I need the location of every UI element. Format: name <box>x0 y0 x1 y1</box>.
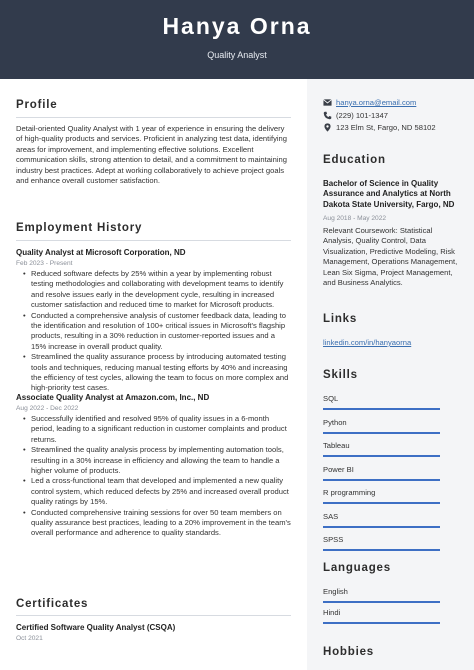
skill-level-bar <box>323 455 440 457</box>
divider <box>16 117 291 118</box>
skill-level-fill <box>323 455 440 457</box>
skill-level-bar <box>323 502 440 504</box>
resume-header <box>0 0 474 79</box>
skill-name: Power BI <box>323 464 354 474</box>
language-level-bar <box>323 622 440 624</box>
links-heading: Links <box>323 313 358 325</box>
language-name: English <box>323 587 348 596</box>
skill-level-fill <box>323 549 440 551</box>
list-item: • Led a cross-functional team that developed and implemented a new quality control system, which reduced defects by 25% and increased overall product quality ratings by 15%. <box>16 476 291 507</box>
skill-name: Python <box>323 417 347 427</box>
list-item: • Streamlined the quality analysis process by implementing automation tools, resulting in a 30% increase in efficiency and allowing the team to handle a higher volume of products. <box>16 445 291 476</box>
candidate-name: Hanya Orna <box>162 13 312 39</box>
skills-heading: Skills <box>323 369 358 381</box>
language-level-fill <box>323 601 440 603</box>
skill-level-bar <box>323 432 440 434</box>
contact-address <box>323 123 436 132</box>
skill-level-bar <box>323 408 440 410</box>
linkedin-link[interactable]: linkedin.com/in/hanyaorna <box>323 338 412 347</box>
candidate-title: Quality Analyst <box>207 50 267 60</box>
skill-name: SPSS <box>323 535 344 544</box>
language-level-fill <box>323 622 440 624</box>
list-item: • Successfully identified and resolved 95% of quality issues in a 6-month period, leading to a significant reduction in customer complaints and product returns. <box>16 414 291 445</box>
email-link[interactable]: hanya.orna@email.com <box>336 98 417 107</box>
list-item: • Conducted comprehensive training sessions for over 50 team members on quality assurance best practices, leading to a 20% improvement in the team's overall performance and adherence to quality standards. <box>16 508 291 539</box>
skill-level-fill <box>323 408 440 410</box>
language-name: Hindi <box>323 608 341 617</box>
certificate-date: Oct 2021 <box>16 635 43 642</box>
divider <box>16 240 291 241</box>
contact-phone <box>323 111 388 120</box>
skill-level-fill <box>323 502 440 504</box>
degree: Bachelor of Science in Quality Assurance and Analytics at North Dakota State University, Fargo, ND <box>323 179 455 209</box>
education-heading: Education <box>323 154 386 166</box>
skill-name: SAS <box>323 511 339 521</box>
divider <box>16 615 291 616</box>
list-item: • Streamlined the quality assurance process by introducing automated testing tools and techniques, reducing manual testing efforts by 40% and increasing the efficiency of test cycles, allowing the team to focus on more complex and high-priority test cases. <box>16 352 291 394</box>
envelope-icon <box>323 98 332 107</box>
profile-heading: Profile <box>16 99 58 111</box>
phone-icon <box>323 111 332 120</box>
job-dates: Aug 2022 - Dec 2022 <box>16 405 79 412</box>
language-level-bar <box>323 601 440 603</box>
job-bullets <box>16 269 291 394</box>
skill-level-bar <box>323 479 440 481</box>
skill-name: R programming <box>323 488 376 497</box>
education-dates: Aug 2018 - May 2022 <box>323 215 387 222</box>
phone-number: (229) 101-1347 <box>336 111 388 120</box>
coursework: Relevant Coursework: Statistical Analysis, Quality Control, Data Visualization, Predictive Modeling, Risk Management, Operations Management, Lean Six Sigma, Project Management, and Business Analytics. <box>323 226 458 288</box>
skill-name: Tableau <box>323 441 350 450</box>
languages-heading: Languages <box>323 562 391 574</box>
job-bullets <box>16 414 291 539</box>
job-title: Quality Analyst at Microsoft Corporation, ND <box>16 248 186 257</box>
list-item: • Conducted a comprehensive analysis of customer feedback data, leading to the identification and resolution of 100+ critical issues in Microsoft's flagship products, resulting in a 30% reduction in customer-reported issues and a 15% increase in overall product quality. <box>16 311 291 353</box>
address: 123 Elm St, Fargo, ND 58102 <box>336 123 436 132</box>
certificate-name: Certified Software Quality Analyst (CSQA) <box>16 623 176 632</box>
skill-level-fill <box>323 526 440 528</box>
job-title: Associate Quality Analyst at Amazon.com, Inc., ND <box>16 393 210 402</box>
profile-text: Detail-oriented Quality Analyst with 1 year of experience in ensuring the delivery of high-quality products and services. Proficient in analyzing test data, identifying areas for improvement, and implementing effective solutions. Excellent communication skills, strong attention to detail, and a commitment to maintaining industry best practices. Adept at working collaboratively to achieve project goals and enhance overall customer satisfaction. <box>16 124 287 186</box>
list-item: • Reduced software defects by 25% within a year by implementing robust testing methodologies and collaborating with development teams to identify and resolve issues early in the development cycle, resulting in increased customer satisfaction and reduced time to market for Microsoft products. <box>16 269 291 311</box>
location-pin-icon <box>323 123 332 132</box>
skill-level-bar <box>323 526 440 528</box>
certificates-heading: Certificates <box>16 598 89 610</box>
skill-level-bar <box>323 549 440 551</box>
skill-level-fill <box>323 432 440 434</box>
employment-heading: Employment History <box>16 222 143 234</box>
hobbies-heading: Hobbies <box>323 646 374 658</box>
skill-level-fill <box>323 479 440 481</box>
contact-email <box>323 98 416 107</box>
job-dates: Feb 2023 - Present <box>16 260 73 267</box>
skill-name: SQL <box>323 394 339 403</box>
